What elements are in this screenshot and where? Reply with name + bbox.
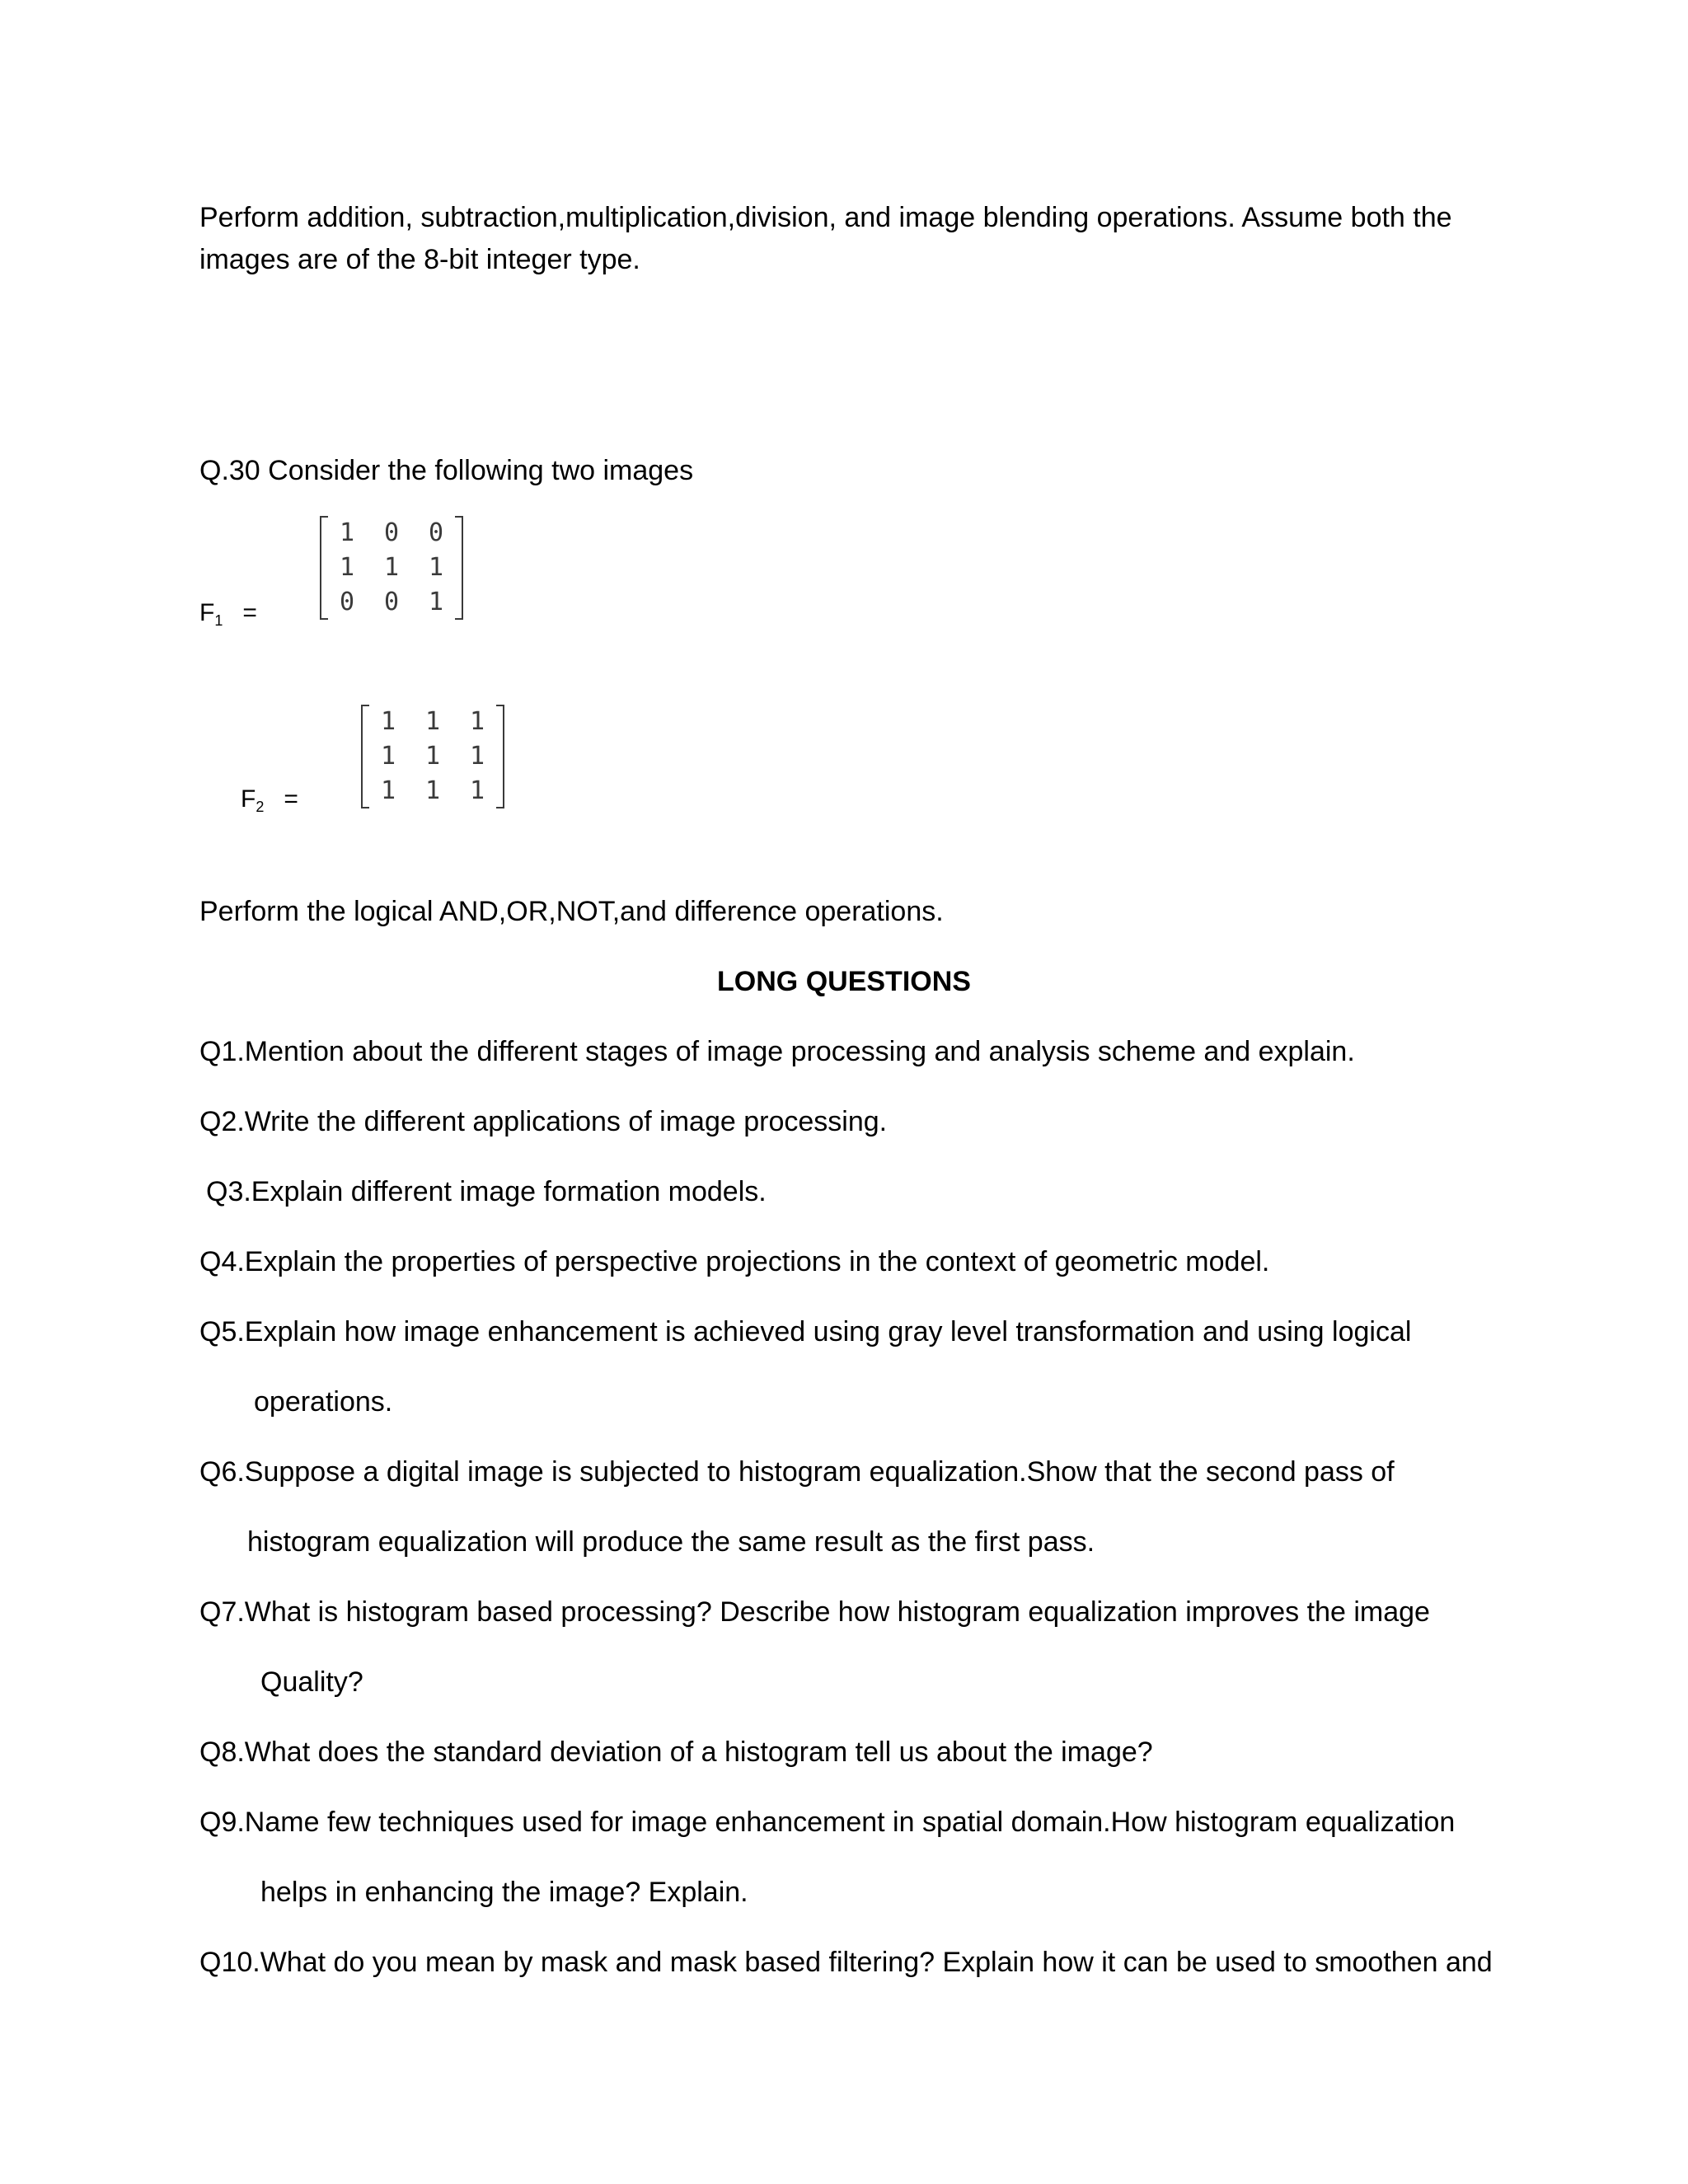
long-question-10: Q10.What do you mean by mask and mask based filtering? Explain how it can be used to smoothen and xyxy=(199,1947,1493,1978)
long-question-2: Q2.Write the different applications of image processing. xyxy=(199,1106,888,1137)
long-question-6-cont: histogram equalization will produce the same result as the first pass. xyxy=(247,1526,1095,1558)
question-30-instruction: Perform the logical AND,OR,NOT,and difference operations. xyxy=(199,896,944,927)
f2-left-bracket xyxy=(361,705,369,808)
f1-cell: 1 xyxy=(428,553,444,582)
long-question-4: Q4.Explain the properties of perspective projections in the context of geometric model. xyxy=(199,1246,1270,1277)
f1-cell: 1 xyxy=(383,553,400,582)
f2-cell: 1 xyxy=(380,776,396,805)
f1-subscript: 1 xyxy=(214,612,223,629)
f2-cell: 1 xyxy=(469,776,485,805)
f2-matrix xyxy=(366,705,499,808)
long-question-7: Q7.What is histogram based processing? Describe how histogram equalization improves the image xyxy=(199,1596,1430,1628)
f1-cell: 0 xyxy=(383,588,400,616)
f1-row xyxy=(325,551,458,585)
f1-cell: 0 xyxy=(339,588,355,616)
f2-right-bracket xyxy=(496,705,504,808)
f2-name: F xyxy=(241,785,256,813)
f1-row xyxy=(325,516,458,551)
long-question-3: Q3.Explain different image formation models. xyxy=(206,1176,767,1207)
f1-matrix xyxy=(325,516,458,620)
question-30-heading: Q.30 Consider the following two images xyxy=(199,455,694,486)
f2-row xyxy=(366,705,499,739)
f2-cell: 1 xyxy=(424,707,441,736)
f1-label xyxy=(199,598,257,630)
intro-line-1: Perform addition, subtraction,multiplication,division, and image blending operations. Assume both the xyxy=(199,202,1452,233)
long-question-5-cont: operations. xyxy=(254,1386,393,1418)
f1-cell: 1 xyxy=(339,553,355,582)
long-question-9: Q9.Name few techniques used for image enhancement in spatial domain.How histogram equalization xyxy=(199,1807,1456,1838)
f2-cell: 1 xyxy=(424,776,441,805)
f2-cell: 1 xyxy=(469,742,485,771)
long-question-5: Q5.Explain how image enhancement is achieved using gray level transformation and using logical xyxy=(199,1316,1412,1347)
f2-subscript: 2 xyxy=(256,799,265,815)
long-question-7-cont: Quality? xyxy=(260,1666,363,1698)
long-question-8: Q8.What does the standard deviation of a histogram tell us about the image? xyxy=(199,1736,1153,1768)
f2-cell: 1 xyxy=(469,707,485,736)
long-question-1: Q1.Mention about the different stages of image processing and analysis scheme and explain. xyxy=(199,1036,1355,1067)
f2-cell: 1 xyxy=(380,707,396,736)
f1-equals: = xyxy=(242,599,257,626)
f1-name: F xyxy=(199,599,215,626)
f1-row xyxy=(325,585,458,620)
f1-left-bracket xyxy=(320,516,328,620)
f1-cell: 0 xyxy=(428,518,444,547)
f2-cell: 1 xyxy=(380,742,396,771)
f2-cell: 1 xyxy=(424,742,441,771)
f2-label xyxy=(241,785,298,817)
long-questions-title: LONG QUESTIONS xyxy=(717,966,971,997)
f1-cell: 1 xyxy=(339,518,355,547)
f2-row xyxy=(366,739,499,774)
long-question-9-cont: helps in enhancing the image? Explain. xyxy=(260,1877,748,1908)
f1-cell: 1 xyxy=(428,588,444,616)
f1-right-bracket xyxy=(455,516,463,620)
intro-line-2: images are of the 8-bit integer type. xyxy=(199,244,640,275)
f1-cell: 0 xyxy=(383,518,400,547)
long-question-6: Q6.Suppose a digital image is subjected to histogram equalization.Show that the second pass of xyxy=(199,1456,1395,1488)
f2-equals: = xyxy=(284,785,298,813)
f2-row xyxy=(366,774,499,808)
